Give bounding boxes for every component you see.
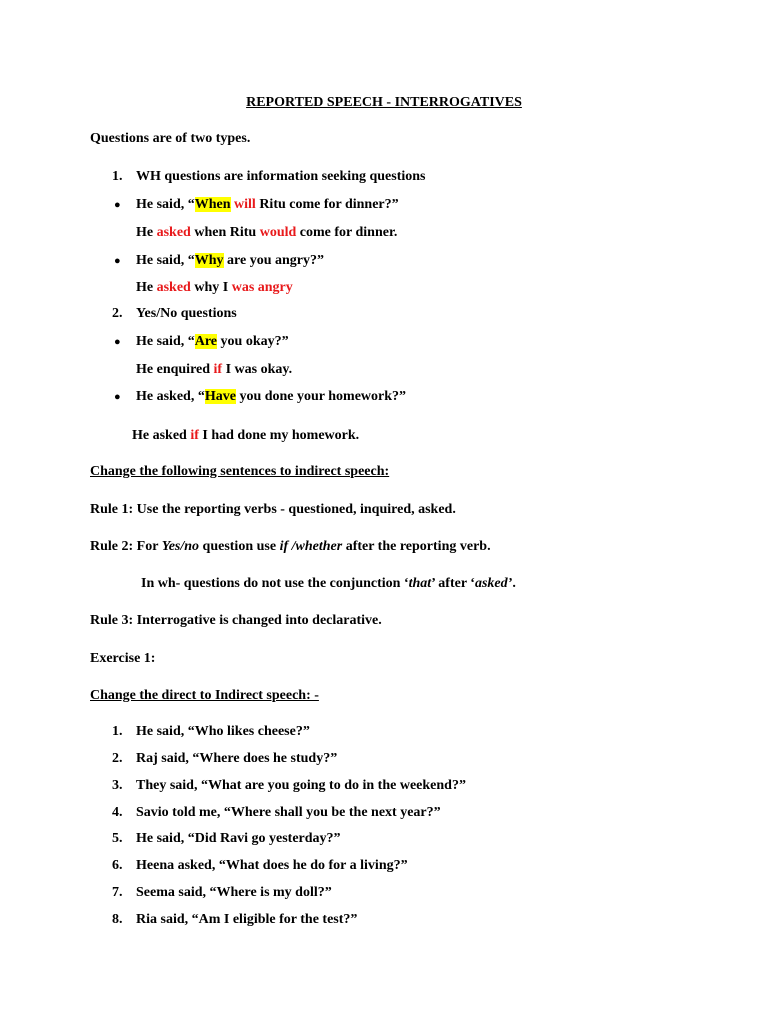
rule-text: . xyxy=(512,576,516,591)
rule-text: question use xyxy=(199,539,280,554)
reported-text: when Ritu xyxy=(190,225,260,240)
reported-text: He xyxy=(136,280,157,295)
rule-1: Rule 1: Use the reporting verbs - questioned, inquired, asked. xyxy=(90,502,456,517)
red-word: if xyxy=(190,428,199,443)
example-text: He asked, “ xyxy=(136,389,205,404)
reported-text: He enquired xyxy=(136,362,214,377)
bullet-icon: ● xyxy=(114,255,121,267)
rule-text: Rule 2: For xyxy=(90,539,162,554)
reported-text: why I xyxy=(190,280,232,295)
rule-3: Rule 3: Interrogative is changed into declarative. xyxy=(90,613,382,628)
reported-text: come for dinner. xyxy=(296,225,398,240)
example-text: He said, “ xyxy=(136,197,195,212)
italic-text: Yes/no xyxy=(161,539,200,554)
example-text-rest: you done your homework?” xyxy=(235,389,407,404)
rule-text: In wh- questions do not use the conjunction ‘ xyxy=(141,576,409,591)
italic-text: that xyxy=(408,576,432,591)
type-item-number: 2. xyxy=(112,306,123,321)
reported-text: I was okay. xyxy=(222,362,293,377)
type-item-number: 1. xyxy=(112,169,123,184)
highlighted-word: When xyxy=(194,197,231,212)
exercise-item-text: He said, “Who likes cheese?” xyxy=(136,724,310,739)
reported-text: I had done my homework. xyxy=(198,428,360,443)
page-title: REPORTED SPEECH - INTERROGATIVES xyxy=(246,95,522,110)
exercise-item-text: They said, “What are you going to do in the weekend?” xyxy=(136,778,466,793)
exercise-item-number: 6. xyxy=(112,858,123,873)
highlighted-word: Why xyxy=(194,253,224,268)
red-word: would xyxy=(259,225,297,240)
intro-text: Questions are of two types. xyxy=(90,131,251,146)
exercise-item-number: 8. xyxy=(112,912,123,927)
red-word: will xyxy=(234,197,256,212)
exercise-item-number: 4. xyxy=(112,805,123,820)
italic-text: asked’ xyxy=(474,576,513,591)
example-4-reported xyxy=(132,427,359,445)
example-text-rest: Ritu come for dinner?” xyxy=(255,197,399,212)
exercise-item-number: 1. xyxy=(112,724,123,739)
italic-text: if /whether xyxy=(279,539,343,554)
change-heading: Change the following sentences to indirect speech: xyxy=(90,464,390,479)
rule-text: ’ after ‘ xyxy=(431,576,475,591)
example-text-rest: are you angry?” xyxy=(223,253,324,268)
exercise-title: Exercise 1: xyxy=(90,651,156,666)
exercise-heading: Change the direct to Indirect speech: - xyxy=(90,688,319,703)
bullet-icon: ● xyxy=(114,391,121,403)
exercise-item-text: He said, “Did Ravi go yesterday?” xyxy=(136,831,341,846)
red-word: asked xyxy=(156,225,191,240)
exercise-item-text: Heena asked, “What does he do for a living?” xyxy=(136,858,408,873)
red-word: was angry xyxy=(231,280,293,295)
type-item-text: Yes/No questions xyxy=(136,306,237,321)
rule-2 xyxy=(90,538,491,556)
rule-text: after the reporting verb. xyxy=(342,539,491,554)
exercise-item-text: Savio told me, “Where shall you be the next year?” xyxy=(136,805,441,820)
bullet-icon: ● xyxy=(114,199,121,211)
exercise-item-text: Raj said, “Where does he study?” xyxy=(136,751,338,766)
red-word: asked xyxy=(156,280,191,295)
example-text: He said, “ xyxy=(136,253,195,268)
reported-text: He xyxy=(136,225,157,240)
highlighted-word: Have xyxy=(204,389,236,404)
example-text-rest: you okay?” xyxy=(217,334,289,349)
reported-text: He asked xyxy=(132,428,191,443)
exercise-item-text: Seema said, “Where is my doll?” xyxy=(136,885,332,900)
exercise-item-text: Ria said, “Am I eligible for the test?” xyxy=(136,912,358,927)
exercise-item-number: 7. xyxy=(112,885,123,900)
bullet-icon: ● xyxy=(114,336,121,348)
exercise-item-number: 2. xyxy=(112,751,123,766)
red-word: if xyxy=(213,362,223,377)
example-text: He said, “ xyxy=(136,334,195,349)
rule-2-note xyxy=(141,575,516,593)
exercise-item-number: 5. xyxy=(112,831,123,846)
highlighted-word: Are xyxy=(194,334,218,349)
type-item-text: WH questions are information seeking questions xyxy=(136,169,426,184)
exercise-item-number: 3. xyxy=(112,778,123,793)
